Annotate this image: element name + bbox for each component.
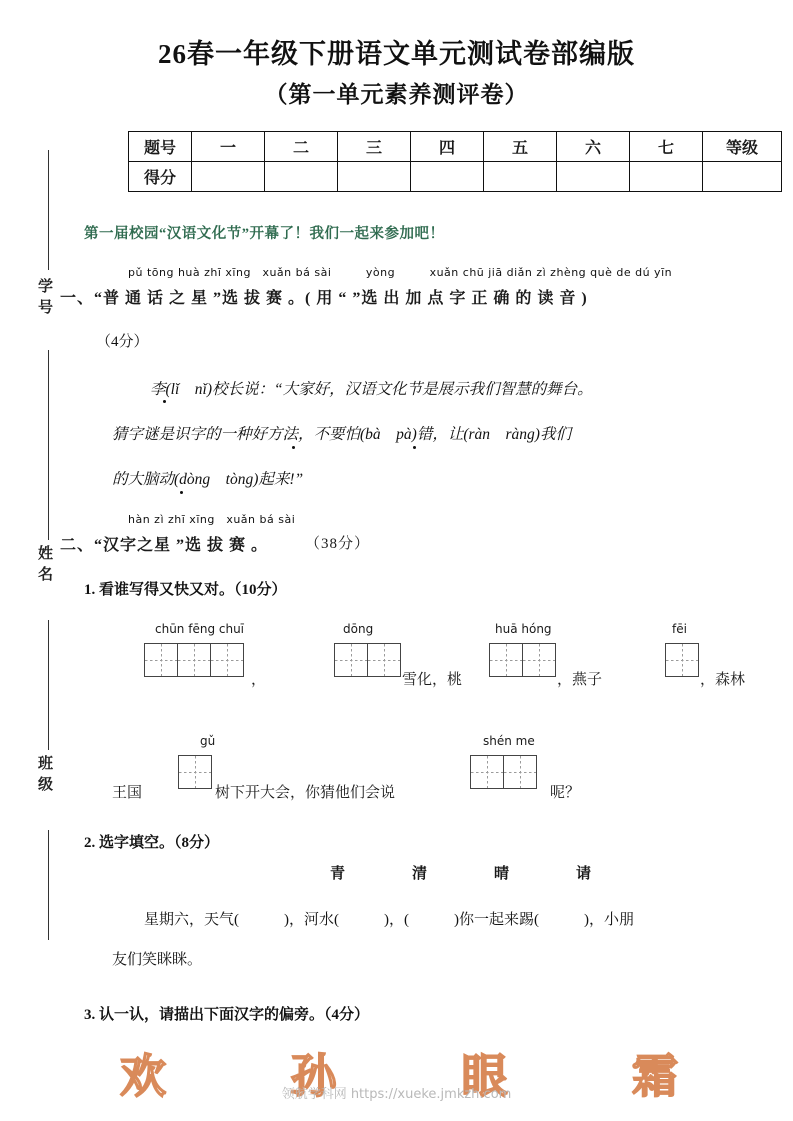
q1-grid-6[interactable] — [470, 755, 537, 789]
score-table-blank-cell[interactable] — [484, 162, 557, 192]
q2-line2: 友们笑眯眯。 — [112, 952, 203, 968]
score-table-blank-cell[interactable] — [265, 162, 338, 192]
intro-text: 第一届校园“汉语文化节”开幕了！我们一起来参加吧！ — [84, 226, 445, 242]
q1-pinyin-label-4: fēi — [672, 622, 687, 636]
q1-text-3: ，森林 — [700, 672, 746, 688]
section1-pinyin: pǔ tōng huà zhī xīng xuǎn bá sài yòng xuǎn chū jiā diǎn zì zhèng què de dú yīn — [128, 266, 673, 279]
q1-grid-4[interactable] — [665, 643, 699, 677]
q1-pinyin-label-3: huā hóng — [495, 622, 552, 636]
score-table-header-cell: 三 — [338, 132, 411, 162]
score-table-header-cell: 四 — [411, 132, 484, 162]
section1-body-line1: 李(lǐ nǐ)校长说：“大家好，汉语文化节是展示我们智慧的舞台。 — [150, 381, 593, 398]
emphasis-dot — [180, 491, 183, 494]
section2-pinyin: hàn zì zhī xīng xuǎn bá sài — [128, 513, 296, 526]
q1-pinyin-label-1: chūn fēng chuī — [155, 622, 245, 636]
writing-cell[interactable] — [210, 643, 244, 677]
writing-cell[interactable] — [177, 643, 211, 677]
q2-line1[interactable]: 星期六，天气( )，河水( )，( )你一起来踢( )，小朋 — [144, 912, 634, 928]
q1-grid-5[interactable] — [178, 755, 212, 789]
writing-cell[interactable] — [489, 643, 523, 677]
q1-grid-3[interactable] — [489, 643, 556, 677]
q1-grid-2[interactable] — [334, 643, 401, 677]
section1-score: （4分） — [96, 334, 149, 350]
score-table-blank-cell[interactable] — [338, 162, 411, 192]
q1-grid-1[interactable] — [144, 643, 244, 677]
writing-cell[interactable] — [178, 755, 212, 789]
q3-character[interactable]: 欢 — [120, 1051, 168, 1102]
watermark-text: 领航学科网 https://xueke.jmkzh.com — [281, 1087, 512, 1102]
q1-text-2: ，燕子 — [557, 672, 603, 688]
q1-pinyin-label-2: dōng — [343, 622, 374, 636]
q1-row2-prefix: 王国 — [112, 785, 143, 801]
score-table-blank-cell[interactable] — [557, 162, 630, 192]
writing-cell[interactable] — [470, 755, 504, 789]
q3-character[interactable]: 孙 — [290, 1051, 339, 1102]
section1-body-line2: 猜字谜是识字的一种好方法，不要怕(bà pà)错，让(ràn ràng)我们 — [112, 426, 571, 443]
section2-score: （38分） — [305, 536, 371, 552]
q2-choices: 青 清 晴 请 — [330, 866, 618, 882]
q1-text-1: 雪化，桃 — [402, 672, 463, 688]
writing-cell[interactable] — [665, 643, 699, 677]
section2-heading: 二、“汉字之星 ”选 拔 赛 。 — [60, 537, 269, 554]
writing-cell[interactable] — [367, 643, 401, 677]
q1-title: 1. 看谁写得又快又对。（10分） — [84, 582, 287, 598]
score-table-header-cell: 六 — [557, 132, 630, 162]
q1-pinyin-label-5: gǔ — [200, 734, 216, 748]
score-table-header-cell: 七 — [630, 132, 703, 162]
q1-row2-suffix: 呢？ — [550, 785, 581, 801]
score-table-blank-cell[interactable] — [411, 162, 484, 192]
q1-sep-1: ， — [251, 672, 267, 688]
emphasis-dot — [292, 446, 295, 449]
margin-label-banji: 班级 — [36, 755, 52, 797]
section1-body-line3: 的大脑动(dòng tòng)起来!” — [112, 471, 304, 488]
score-table-header-cell: 等级 — [703, 132, 782, 162]
writing-cell[interactable] — [334, 643, 368, 677]
q3-title: 3. 认一认，请描出下面汉字的偏旁。（4分） — [84, 1007, 370, 1023]
score-table-header-row — [129, 132, 782, 162]
score-table — [128, 131, 782, 192]
margin-rule-3 — [48, 620, 49, 750]
q3-character[interactable]: 眼 — [461, 1051, 510, 1102]
margin-label-xingming: 姓名 — [36, 545, 52, 587]
score-table-header-cell: 一 — [192, 132, 265, 162]
score-table-blank-cell[interactable] — [703, 162, 782, 192]
writing-cell[interactable] — [144, 643, 178, 677]
score-table-row-label: 得分 — [129, 162, 192, 192]
score-table-header-cell: 五 — [484, 132, 557, 162]
margin-label-xuehao: 学号 — [36, 278, 52, 320]
q1-row2-mid: 树下开大会，你猜他们会说 — [215, 785, 396, 801]
score-table-blank-cell[interactable] — [630, 162, 703, 192]
writing-cell[interactable] — [503, 755, 537, 789]
emphasis-dot — [163, 400, 166, 403]
margin-rule-4 — [48, 830, 49, 940]
emphasis-dot — [413, 446, 416, 449]
score-table-blank-cell[interactable] — [192, 162, 265, 192]
margin-rule-1 — [48, 150, 49, 270]
margin-rule-2 — [48, 350, 49, 540]
score-table-score-row — [129, 162, 782, 192]
q3-character[interactable]: 霜 — [631, 1051, 680, 1102]
page-title-line2: （第一单元素养测评卷） — [264, 82, 529, 107]
score-table-header-cell: 题号 — [129, 132, 192, 162]
score-table-header-cell: 二 — [265, 132, 338, 162]
q2-title: 2. 选字填空。（8分） — [84, 835, 220, 851]
page-title-line1: 26春一年级下册语文单元测试卷部编版 — [158, 39, 635, 69]
q1-pinyin-label-6: shén me — [483, 734, 535, 748]
writing-cell[interactable] — [522, 643, 556, 677]
section1-heading: 一、“普 通 话 之 星 ”选 拔 赛 。( 用 “ ”选 出 加 点 字 正 确 的 读 音 ) — [60, 290, 588, 307]
